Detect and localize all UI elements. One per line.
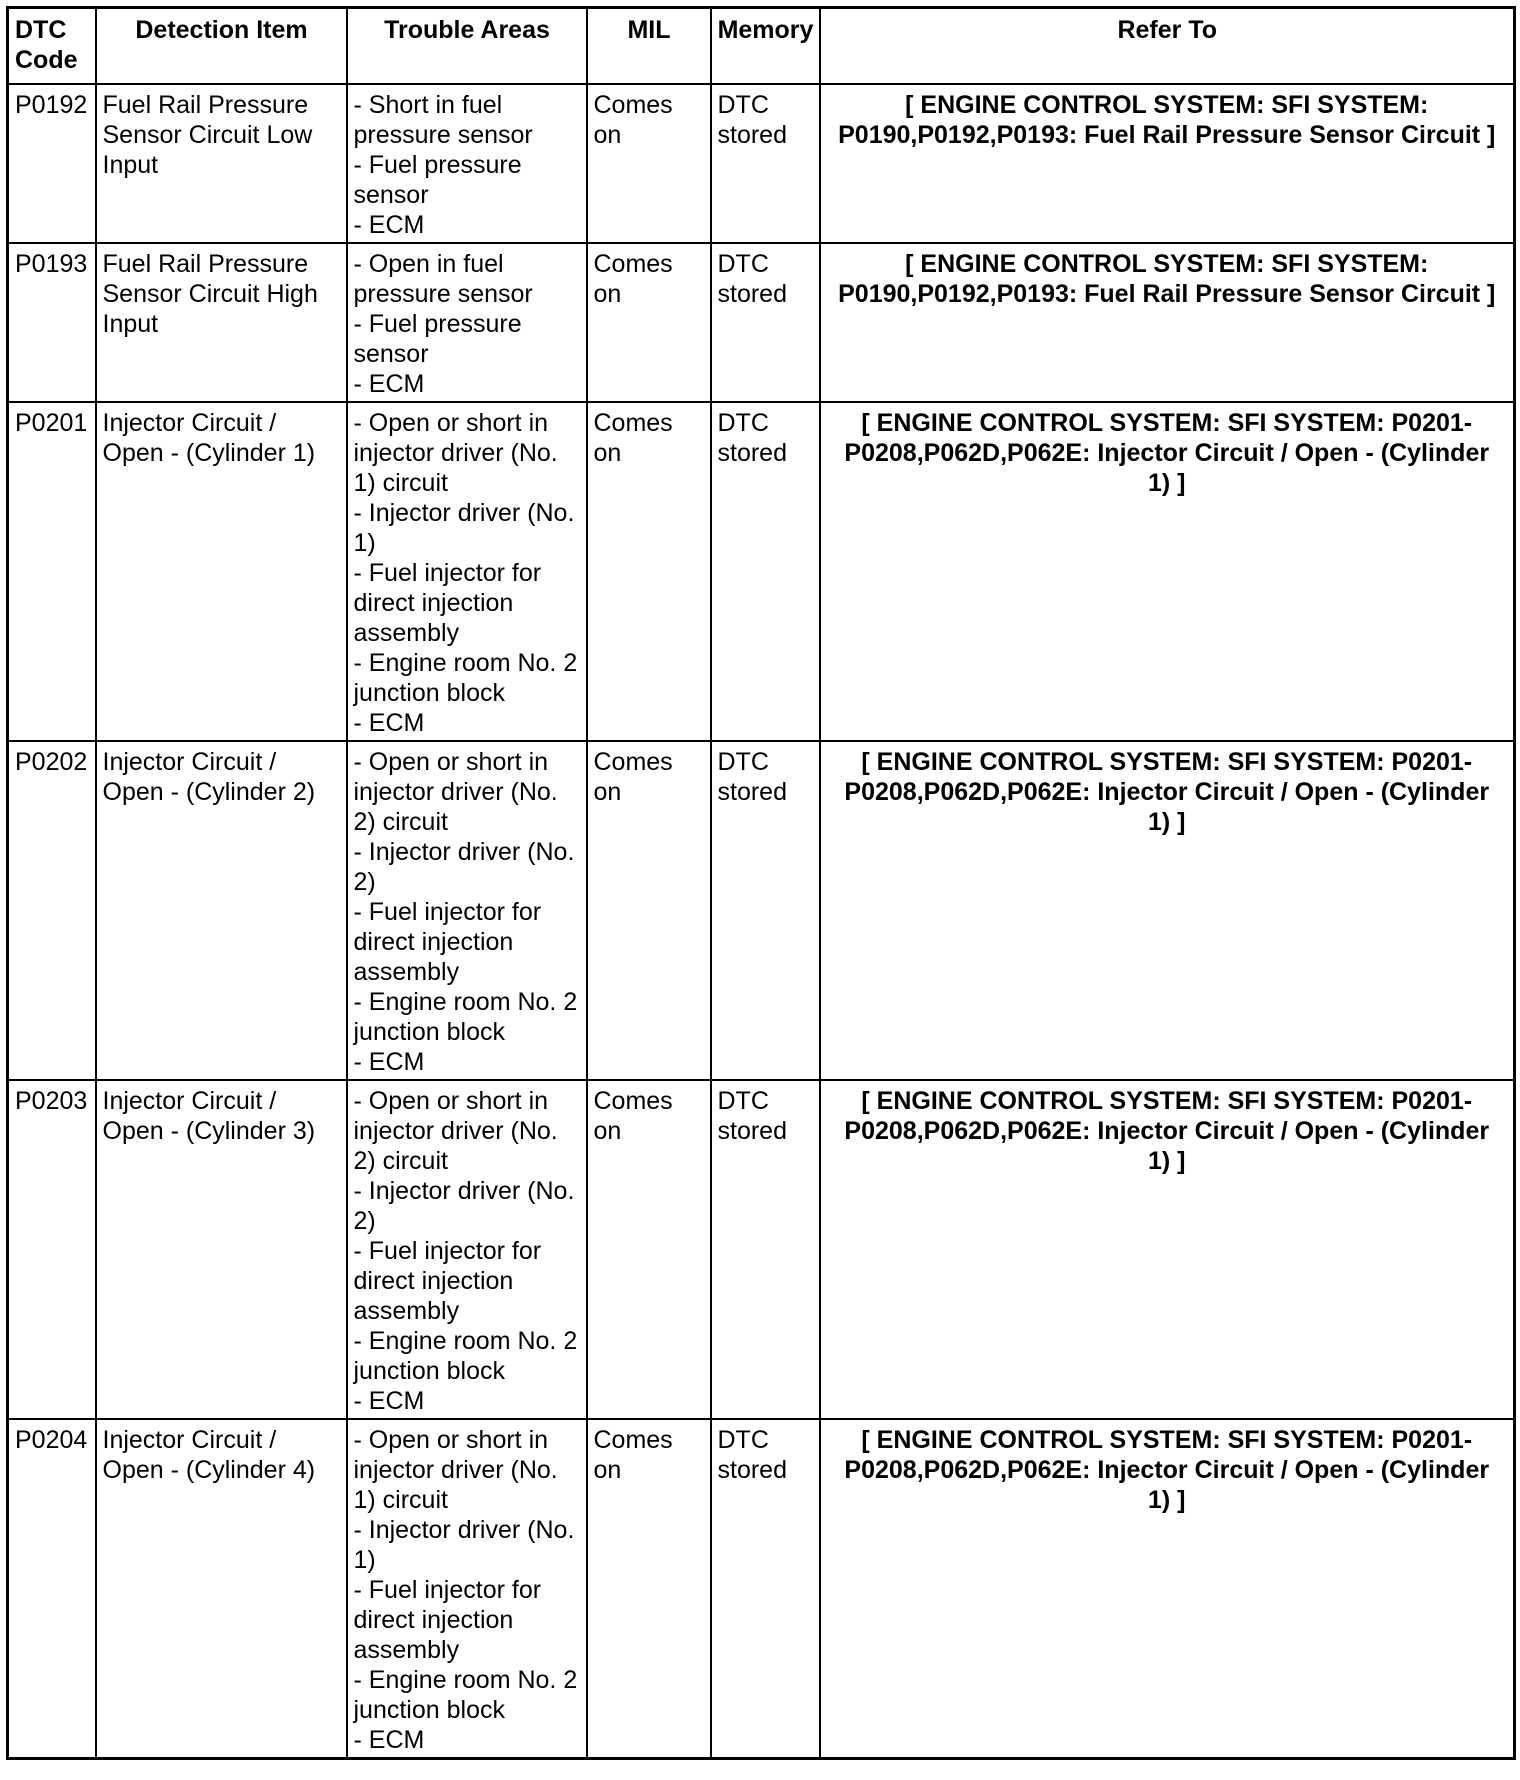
detection-item-cell: Injector Circuit / Open - (Cylinder 4) <box>96 1419 347 1759</box>
refer-to-link[interactable]: [ ENGINE CONTROL SYSTEM: SFI SYSTEM: P0190,P0192,P0193: Fuel Rail Pressure Sensor Circuit ] <box>820 84 1515 243</box>
trouble-area-item: - Short in fuel pressure sensor <box>353 91 533 149</box>
header-mil: MIL <box>587 8 711 85</box>
mil-cell: Comes on <box>587 402 711 741</box>
trouble-area-item: - ECM <box>353 709 425 737</box>
refer-to-link[interactable]: [ ENGINE CONTROL SYSTEM: SFI SYSTEM: P0190,P0192,P0193: Fuel Rail Pressure Sensor Circuit ] <box>820 243 1515 402</box>
trouble-areas-cell <box>347 243 587 402</box>
detection-item-cell: Fuel Rail Pressure Sensor Circuit High Input <box>96 243 347 402</box>
trouble-area-item: - Engine room No. 2 junction block <box>353 988 578 1046</box>
trouble-area-item: - ECM <box>353 1048 425 1076</box>
detection-item-cell: Injector Circuit / Open - (Cylinder 1) <box>96 402 347 741</box>
trouble-area-item: - ECM <box>353 1726 425 1754</box>
dtc-code-cell: P0204 <box>8 1419 96 1759</box>
table-row <box>8 741 1515 1080</box>
memory-cell: DTC stored <box>711 1419 820 1759</box>
trouble-area-item: - Open or short in injector driver (No. 1) circuit <box>353 1426 558 1514</box>
trouble-areas-cell <box>347 1080 587 1419</box>
trouble-area-item: - Fuel injector for direct injection assembly <box>353 1237 542 1325</box>
mil-cell: Comes on <box>587 84 711 243</box>
dtc-table <box>6 6 1516 1760</box>
trouble-area-item: - Open or short in injector driver (No. 2) circuit <box>353 748 558 836</box>
trouble-area-item: - Injector driver (No. 2) <box>353 1177 575 1235</box>
mil-cell: Comes on <box>587 741 711 1080</box>
refer-to-link[interactable]: [ ENGINE CONTROL SYSTEM: SFI SYSTEM: P0201-P0208,P062D,P062E: Injector Circuit / Open - (Cylinder 1) ] <box>820 402 1515 741</box>
header-memory: Memory <box>711 8 820 85</box>
trouble-area-item: - ECM <box>353 1387 425 1415</box>
memory-cell: DTC stored <box>711 402 820 741</box>
header-refer-to: Refer To <box>820 8 1515 85</box>
memory-cell: DTC stored <box>711 1080 820 1419</box>
dtc-table-container <box>6 6 1513 1760</box>
table-row <box>8 1080 1515 1419</box>
detection-item-cell: Injector Circuit / Open - (Cylinder 3) <box>96 1080 347 1419</box>
trouble-area-item: - Injector driver (No. 2) <box>353 838 575 896</box>
header-detection-item: Detection Item <box>96 8 347 85</box>
dtc-code-cell: P0201 <box>8 402 96 741</box>
trouble-area-item: - Injector driver (No. 1) <box>353 1516 575 1574</box>
memory-cell: DTC stored <box>711 243 820 402</box>
header-dtc-code: DTC Code <box>8 8 96 85</box>
refer-to-link[interactable]: [ ENGINE CONTROL SYSTEM: SFI SYSTEM: P0201-P0208,P062D,P062E: Injector Circuit / Open - (Cylinder 1) ] <box>820 1419 1515 1759</box>
trouble-area-item: - Fuel injector for direct injection assembly <box>353 559 542 647</box>
refer-to-link[interactable]: [ ENGINE CONTROL SYSTEM: SFI SYSTEM: P0201-P0208,P062D,P062E: Injector Circuit / Open - (Cylinder 1) ] <box>820 1080 1515 1419</box>
trouble-areas-cell <box>347 84 587 243</box>
memory-cell: DTC stored <box>711 84 820 243</box>
trouble-area-item: - Open in fuel pressure sensor <box>353 250 533 308</box>
table-row <box>8 243 1515 402</box>
header-trouble-areas: Trouble Areas <box>347 8 587 85</box>
detection-item-cell: Fuel Rail Pressure Sensor Circuit Low Input <box>96 84 347 243</box>
trouble-area-item: - Fuel pressure sensor <box>353 151 522 209</box>
trouble-area-item: - Open or short in injector driver (No. 2) circuit <box>353 1087 558 1175</box>
table-header-row <box>8 8 1515 85</box>
trouble-area-item: - Injector driver (No. 1) <box>353 499 575 557</box>
trouble-area-item: - ECM <box>353 211 425 239</box>
trouble-area-item: - Engine room No. 2 junction block <box>353 1666 578 1724</box>
table-row <box>8 1419 1515 1759</box>
trouble-area-item: - Fuel pressure sensor <box>353 310 522 368</box>
mil-cell: Comes on <box>587 243 711 402</box>
table-row <box>8 84 1515 243</box>
trouble-area-item: - Fuel injector for direct injection assembly <box>353 898 542 986</box>
dtc-code-cell: P0202 <box>8 741 96 1080</box>
trouble-area-item: - Engine room No. 2 junction block <box>353 649 578 707</box>
dtc-code-cell: P0192 <box>8 84 96 243</box>
trouble-area-item: - Fuel injector for direct injection assembly <box>353 1576 542 1664</box>
trouble-areas-cell <box>347 1419 587 1759</box>
trouble-areas-cell <box>347 402 587 741</box>
dtc-code-cell: P0193 <box>8 243 96 402</box>
dtc-code-cell: P0203 <box>8 1080 96 1419</box>
trouble-areas-cell <box>347 741 587 1080</box>
mil-cell: Comes on <box>587 1419 711 1759</box>
trouble-area-item: - ECM <box>353 370 425 398</box>
trouble-area-item: - Engine room No. 2 junction block <box>353 1327 578 1385</box>
table-row <box>8 402 1515 741</box>
refer-to-link[interactable]: [ ENGINE CONTROL SYSTEM: SFI SYSTEM: P0201-P0208,P062D,P062E: Injector Circuit / Open - (Cylinder 1) ] <box>820 741 1515 1080</box>
trouble-area-item: - Open or short in injector driver (No. 1) circuit <box>353 409 558 497</box>
memory-cell: DTC stored <box>711 741 820 1080</box>
mil-cell: Comes on <box>587 1080 711 1419</box>
detection-item-cell: Injector Circuit / Open - (Cylinder 2) <box>96 741 347 1080</box>
